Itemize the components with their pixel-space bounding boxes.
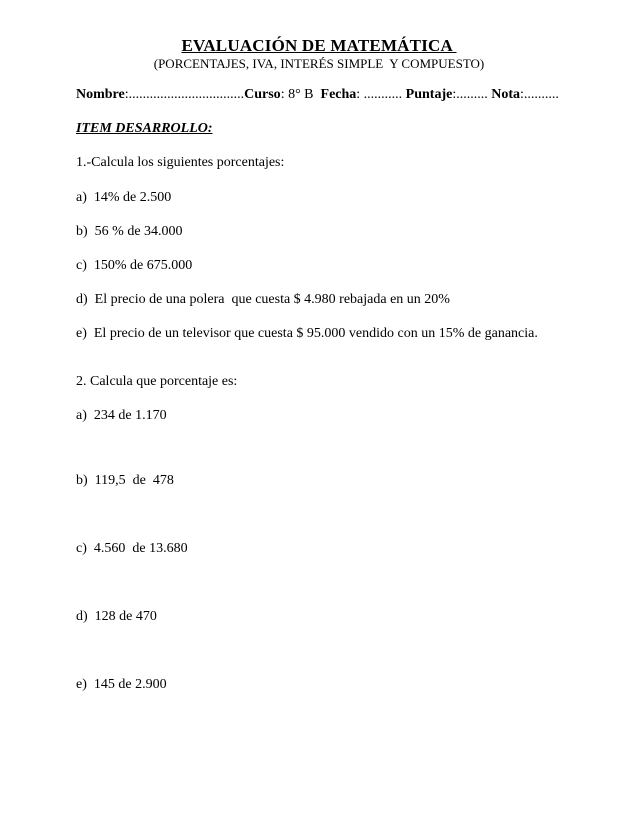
puntaje-field: :.........	[452, 87, 492, 102]
question-1-item-c: c) 150% de 675.000	[76, 258, 193, 273]
question-2-item-c: c) 4.560 de 13.680	[76, 541, 188, 556]
question-1-item-a: a) 14% de 2.500	[76, 190, 172, 205]
question-1-item-b: b) 56 % de 34.000	[76, 224, 183, 239]
fecha-label: Fecha	[320, 87, 357, 102]
nombre-field: :.................................	[124, 87, 245, 102]
question-1-item-d: d) El precio de una polera que cuesta $ 4.980 rebajada en un 20%	[76, 292, 450, 307]
question-2-item-b: b) 119,5 de 478	[76, 473, 174, 488]
puntaje-label: Puntaje	[405, 87, 453, 102]
question-2-item-a: a) 234 de 1.170	[76, 408, 167, 423]
curso-label: Curso	[244, 87, 281, 102]
question-2-item-e: e) 145 de 2.900	[76, 677, 167, 692]
fecha-field: : ...........	[356, 87, 406, 102]
question-2-item-d: d) 128 de 470	[76, 609, 157, 624]
page-title: EVALUACIÓN DE MATEMÁTICA	[181, 36, 457, 55]
curso-value: : 8° B	[280, 87, 321, 102]
question-2-prompt: 2. Calcula que porcentaje es:	[76, 374, 238, 389]
student-info-line	[76, 87, 559, 103]
nombre-label: Nombre	[76, 87, 125, 102]
question-1-item-e: e) El precio de un televisor que cuesta $ 95.000 vendido con un 15% de ganancia.	[76, 326, 538, 341]
nota-label: Nota	[491, 87, 521, 102]
question-1-prompt: 1.-Calcula los siguientes porcentajes:	[76, 155, 285, 170]
section-title: ITEM DESARROLLO:	[76, 121, 213, 136]
page-subtitle: (PORCENTAJES, IVA, INTERÉS SIMPLE Y COMPUESTO)	[153, 56, 485, 71]
nota-field: :..........	[520, 87, 559, 102]
